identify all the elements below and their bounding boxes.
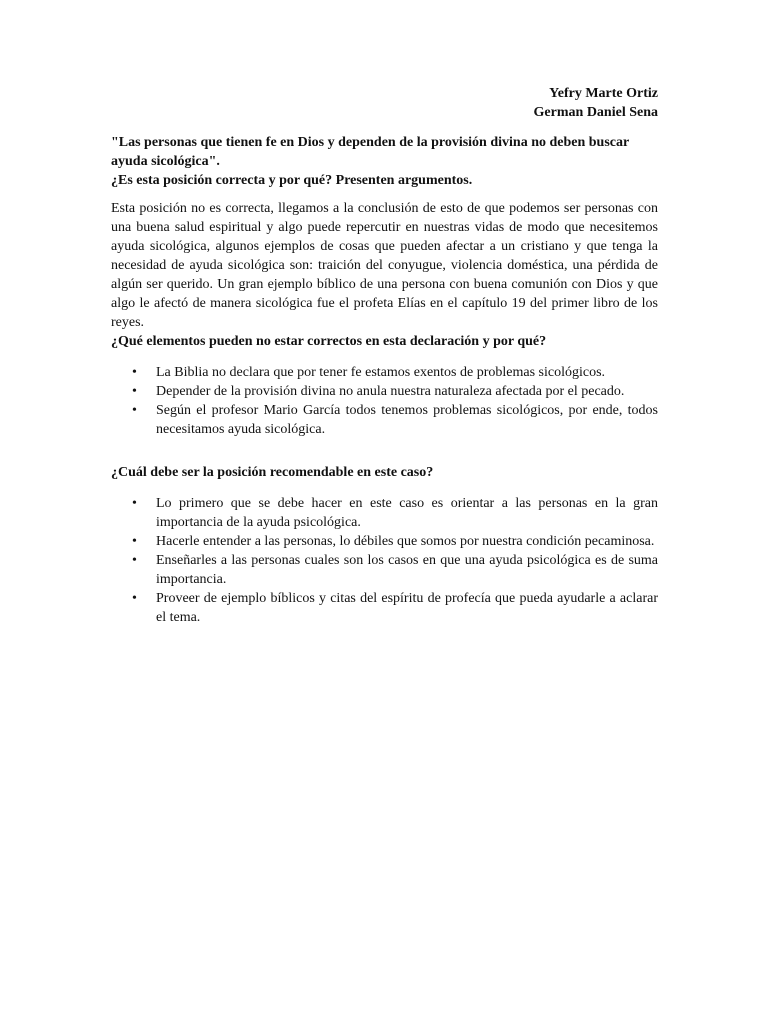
bullet-icon: •	[132, 591, 137, 606]
list-item-text: Proveer de ejemplo bíblicos y citas del espíritu de profecía que pueda ayudarle a aclarar el tema.	[156, 591, 658, 625]
author-name: German Daniel Sena	[533, 105, 658, 120]
list-item	[111, 494, 658, 532]
list-item	[111, 532, 658, 551]
bullet-icon: •	[132, 384, 137, 399]
list-item	[111, 363, 658, 382]
quote-block	[111, 133, 658, 190]
list-item-text: La Biblia no declara que por tener fe estamos exentos de problemas sicológicos.	[156, 365, 606, 380]
bullet-list	[111, 363, 658, 439]
list-item-text: Hacerle entender a las personas, lo débiles que somos por nuestra condición pecaminosa.	[156, 534, 655, 549]
author-name: Yefry Marte Ortiz	[549, 86, 658, 101]
list-item	[111, 551, 658, 589]
answer-paragraph: Esta posición no es correcta, llegamos a la conclusión de esto de que podemos ser personas con una buena salud espiritual y algo puede repercutir en nuestras vidas de modo que necesitemos ayuda sicológica, algunos ejemplos de cosas que pueden afectar a un cristiano y que tenga la necesidad de ayuda sicológica son: traición del conyugue, violencia doméstica, una pérdida de algún ser querido. Un gran ejemplo bíblico de una persona con buena comunión con Dios y que algo le afectó de manera sicológica fue el profeta Elías en el capítulo 19 del primer libro de los reyes.	[111, 201, 658, 330]
bullet-icon: •	[132, 365, 137, 380]
question-heading: ¿Cuál debe ser la posición recomendable en este caso?	[111, 465, 434, 480]
bullet-icon: •	[132, 553, 137, 568]
quote-text: "Las personas que tienen fe en Dios y dependen de la provisión divina no deben buscar ayuda sicológica".	[111, 135, 629, 169]
list-item-text: Según el profesor Mario García todos tenemos problemas sicológicos, por ende, todos necesitamos ayuda sicológica.	[156, 403, 658, 437]
bullet-list	[111, 494, 658, 627]
question-heading: ¿Es esta posición correcta y por qué? Presenten argumentos.	[111, 173, 473, 188]
list-item	[111, 382, 658, 401]
document-page	[111, 84, 658, 627]
list-item-text: Lo primero que se debe hacer en este caso es orientar a las personas en la gran importancia de la ayuda psicológica.	[156, 496, 658, 530]
authors-block	[111, 84, 658, 122]
list-item-text: Enseñarles a las personas cuales son los casos en que una ayuda psicológica es de suma importancia.	[156, 553, 658, 587]
bullet-icon: •	[132, 496, 137, 511]
bullet-icon: •	[132, 534, 137, 549]
list-item	[111, 401, 658, 439]
bullet-icon: •	[132, 403, 137, 418]
question-heading: ¿Qué elementos pueden no estar correctos en esta declaración y por qué?	[111, 334, 547, 349]
list-item	[111, 589, 658, 627]
list-item-text: Depender de la provisión divina no anula nuestra naturaleza afectada por el pecado.	[156, 384, 625, 399]
